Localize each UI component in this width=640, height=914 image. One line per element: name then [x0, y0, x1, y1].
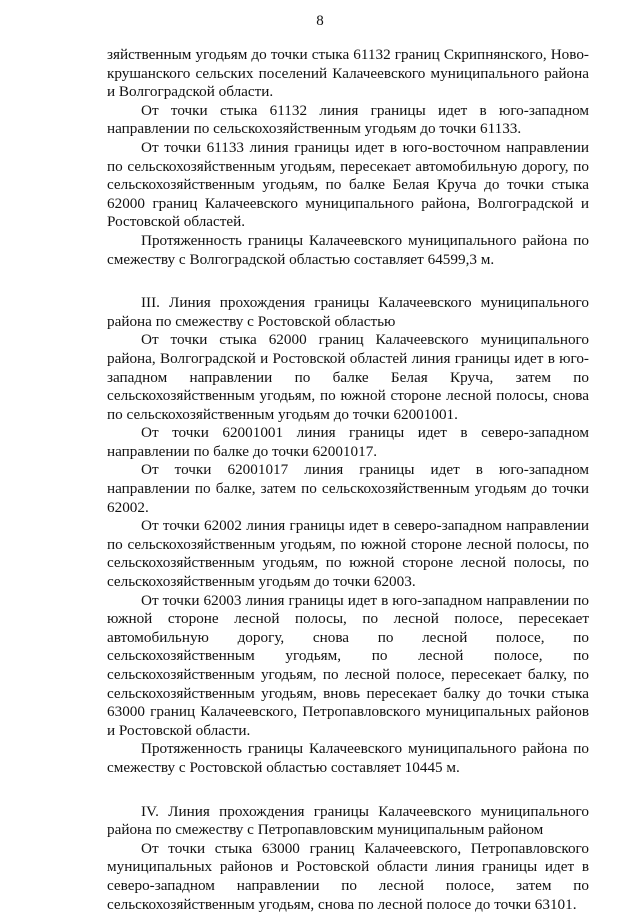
page-number: 8: [316, 13, 324, 29]
paragraph: От точки стыка 62000 границ Калачеевского муниципального района, Волгоградской и Ростовской областей линия границы идет в юго-западном направлении по балке Белая Круча, затем по сельскохозяйственным угодьям, по южной стороне лесной полосы, снова по сельскохозяйственным угодьям до точки 62001001.: [107, 331, 589, 423]
paragraph-length-volgograd: Протяженность границы Калачеевского муниципального района по смежеству с Волгоградской областью составляет 64599,3 м.: [107, 231, 589, 268]
paragraph: От точки стыка 63000 границ Калачеевского, Петропавловского муниципальных районов и Ростовской области линия границы идет в северо-западном направлении по лесной полосе, затем по сельскохозяйственным угодьям, снова по лесной полосе до точки 63101.: [107, 839, 589, 913]
paragraph-continuation: зяйственным угодьям до точки стыка 61132 границ Скрипнянского, Ново-крушанского сельских поселений Калачеевского муниципального района и Волгоградской области.: [107, 46, 589, 101]
section-spacer: [107, 269, 589, 294]
section-heading-4: IV. Линия прохождения границы Калачеевского муниципального района по смежеству с Петропавловским муниципальным районом: [107, 802, 589, 839]
paragraph: От точки 62001001 линия границы идет в северо-западном направлении по балке до точки 62001017.: [107, 424, 589, 460]
section-heading-3: III. Линия прохождения границы Калачеевского муниципального района по смежеству с Ростовской областью: [107, 294, 589, 330]
paragraph: От точки 62001017 линия границы идет в юго-западном направлении по балке, затем по сельскохозяйственным угодьям до точки 62002.: [107, 461, 589, 516]
paragraph: От точки 62002 линия границы идет в северо-западном направлении по сельскохозяйственным угодьям, по южной стороне лесной полосы, по сельскохозяйственным угодьям, по южной стороне лесной полосы, по сельскохозяйственным угодьям до точки 62003.: [107, 517, 589, 591]
paragraph: От точки 61133 линия границы идет в юго-восточном направлении по сельскохозяйственным угодьям, пересекает автомобильную дорогу, по сельскохозяйственным угодьям, по балке Белая Круча до точки стыка 62000 границ Калачеевского муниципального района, Волгоградской и Ростовской областей.: [107, 138, 589, 231]
document-body: [107, 46, 589, 914]
paragraph: От точки стыка 61132 линия границы идет в юго-западном направлении по сельскохозяйственным угодьям до точки 61133.: [107, 101, 589, 138]
paragraph-length-rostov: Протяженность границы Калачеевского муниципального района по смежеству с Ростовской областью составляет 10445 м.: [107, 740, 589, 776]
paragraph: От точки 62003 линия границы идет в юго-западном направлении по южной стороне лесной полосы, по лесной полосе, пересекает автомобильную дорогу, снова по лесной полосе, по сельскохозяйственным угодьям, по лесной полосе, по сельскохозяйственным угодьям, по лесной полосе, пересекает балку, по сельскохозяйственным угодьям, вновь пересекает балку до точки стыка 63000 границ Калачеевского, Петропавловского муниципальных районов и Ростовской области.: [107, 591, 589, 739]
section-spacer: [107, 778, 589, 803]
